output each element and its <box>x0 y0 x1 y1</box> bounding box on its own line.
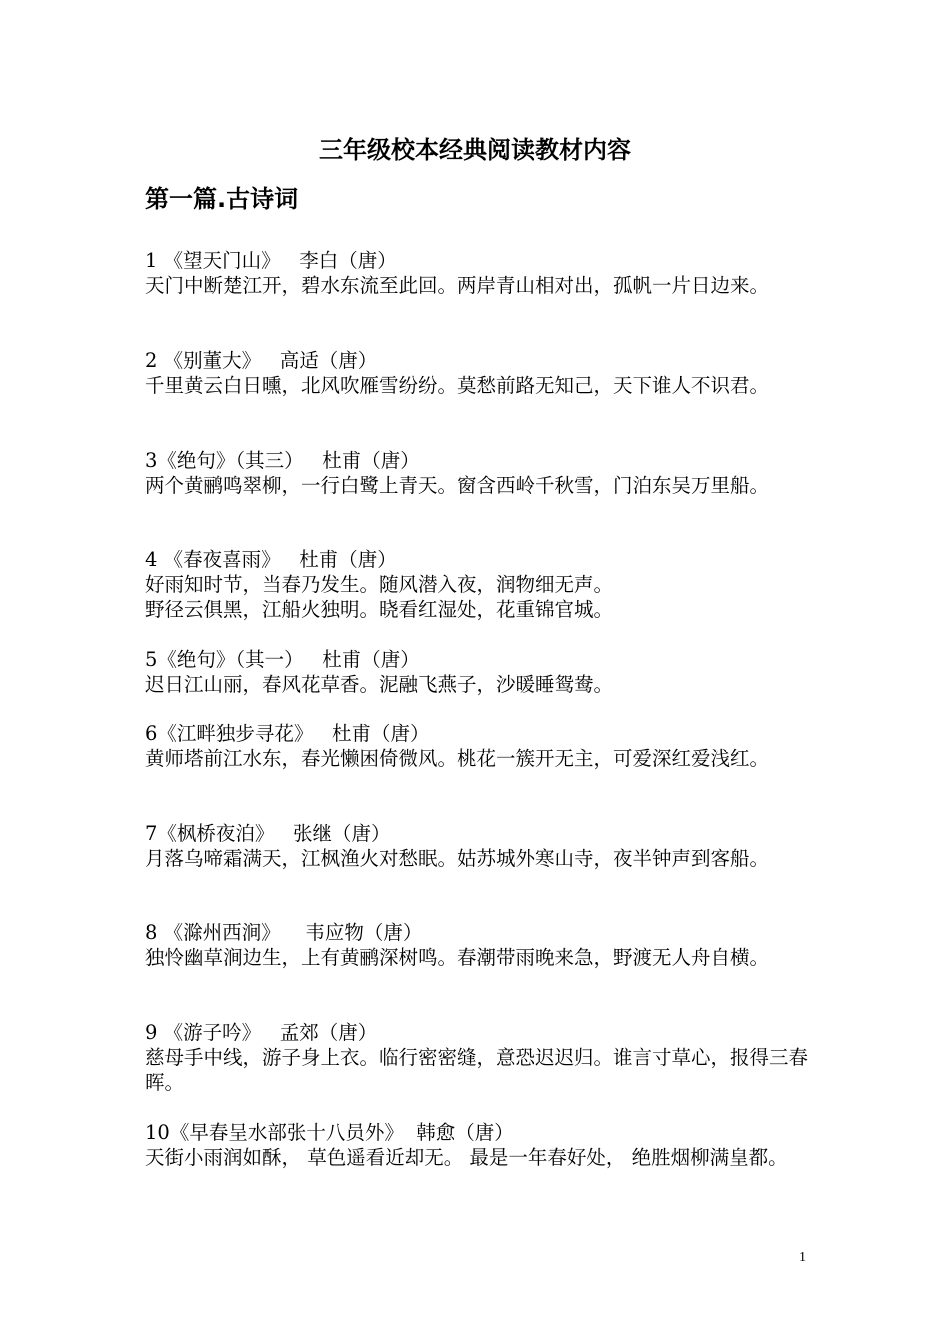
poem-text: 黄师塔前江水东，春光懒困倚微风。桃花一簇开无主，可爱深红爱浅红。 <box>145 747 770 770</box>
page-number: 1 <box>799 1250 806 1265</box>
poem-4 <box>145 547 815 622</box>
poem-text: 月落乌啼霜满天，江枫渔火对愁眠。姑苏城外寒山寺，夜半钟声到客船。 <box>145 847 770 870</box>
poem-text: 好雨知时节，当春乃发生。随风潜入夜，润物细无声。 <box>145 573 614 596</box>
poem-text: 千里黄云白日曛，北风吹雁雪纷纷。莫愁前路无知己，天下谁人不识君。 <box>145 374 770 397</box>
poem-heading: 8 《滁州西涧》 韦应物（唐） <box>145 921 423 944</box>
poem-heading: 7《枫桥夜泊》 张继（唐） <box>145 822 391 845</box>
poem-2 <box>145 348 815 398</box>
poem-heading: 3《绝句》（其三） 杜甫（唐） <box>145 449 420 472</box>
section-title: 第一篇.古诗词 <box>145 185 299 213</box>
poem-heading: 10《早春呈水部张十八员外》 韩愈（唐） <box>145 1121 514 1144</box>
poem-heading: 2 《别董大》 高适（唐） <box>145 349 378 372</box>
poem-text: 独怜幽草涧边生，上有黄鹂深树鸣。春潮带雨晚来急，野渡无人舟自横。 <box>145 946 770 969</box>
poem-5 <box>145 647 815 697</box>
poem-text: 迟日江山丽，春风花草香。泥融飞燕子，沙暖睡鸳鸯。 <box>145 673 614 696</box>
poem-10 <box>145 1120 815 1170</box>
poem-heading: 1 《望天门山》 李白（唐） <box>145 249 397 272</box>
poem-text: 慈母手中线，游子身上衣。临行密密缝，意恐迟迟归。谁言寸草心，报得三春晖。 <box>145 1046 809 1094</box>
poem-heading: 5《绝句》（其一） 杜甫（唐） <box>145 648 420 671</box>
document-title: 三年级校本经典阅读教材内容 <box>319 136 631 164</box>
poem-text: 天门中断楚江开，碧水东流至此回。两岸青山相对出，孤帆一片日边来。 <box>145 274 770 297</box>
poem-9 <box>145 1020 815 1095</box>
poem-text: 天街小雨润如酥， 草色遥看近却无。 最是一年春好处， 绝胜烟柳满皇都。 <box>145 1146 788 1169</box>
poem-heading: 9 《游子吟》 孟郊（唐） <box>145 1021 378 1044</box>
poem-text: 野径云俱黑，江船火独明。晓看红湿处，花重锦官城。 <box>145 598 614 621</box>
poem-heading: 4 《春夜喜雨》 杜甫（唐） <box>145 548 397 571</box>
poem-1 <box>145 248 815 298</box>
poem-text: 两个黄鹂鸣翠柳，一行白鹭上青天。窗含西岭千秋雪，门泊东吴万里船。 <box>145 474 770 497</box>
poem-3 <box>145 448 815 498</box>
poem-8 <box>145 920 815 970</box>
poem-7 <box>145 821 815 871</box>
poem-6 <box>145 721 815 771</box>
poem-heading: 6《江畔独步寻花》 杜甫（唐） <box>145 722 430 745</box>
